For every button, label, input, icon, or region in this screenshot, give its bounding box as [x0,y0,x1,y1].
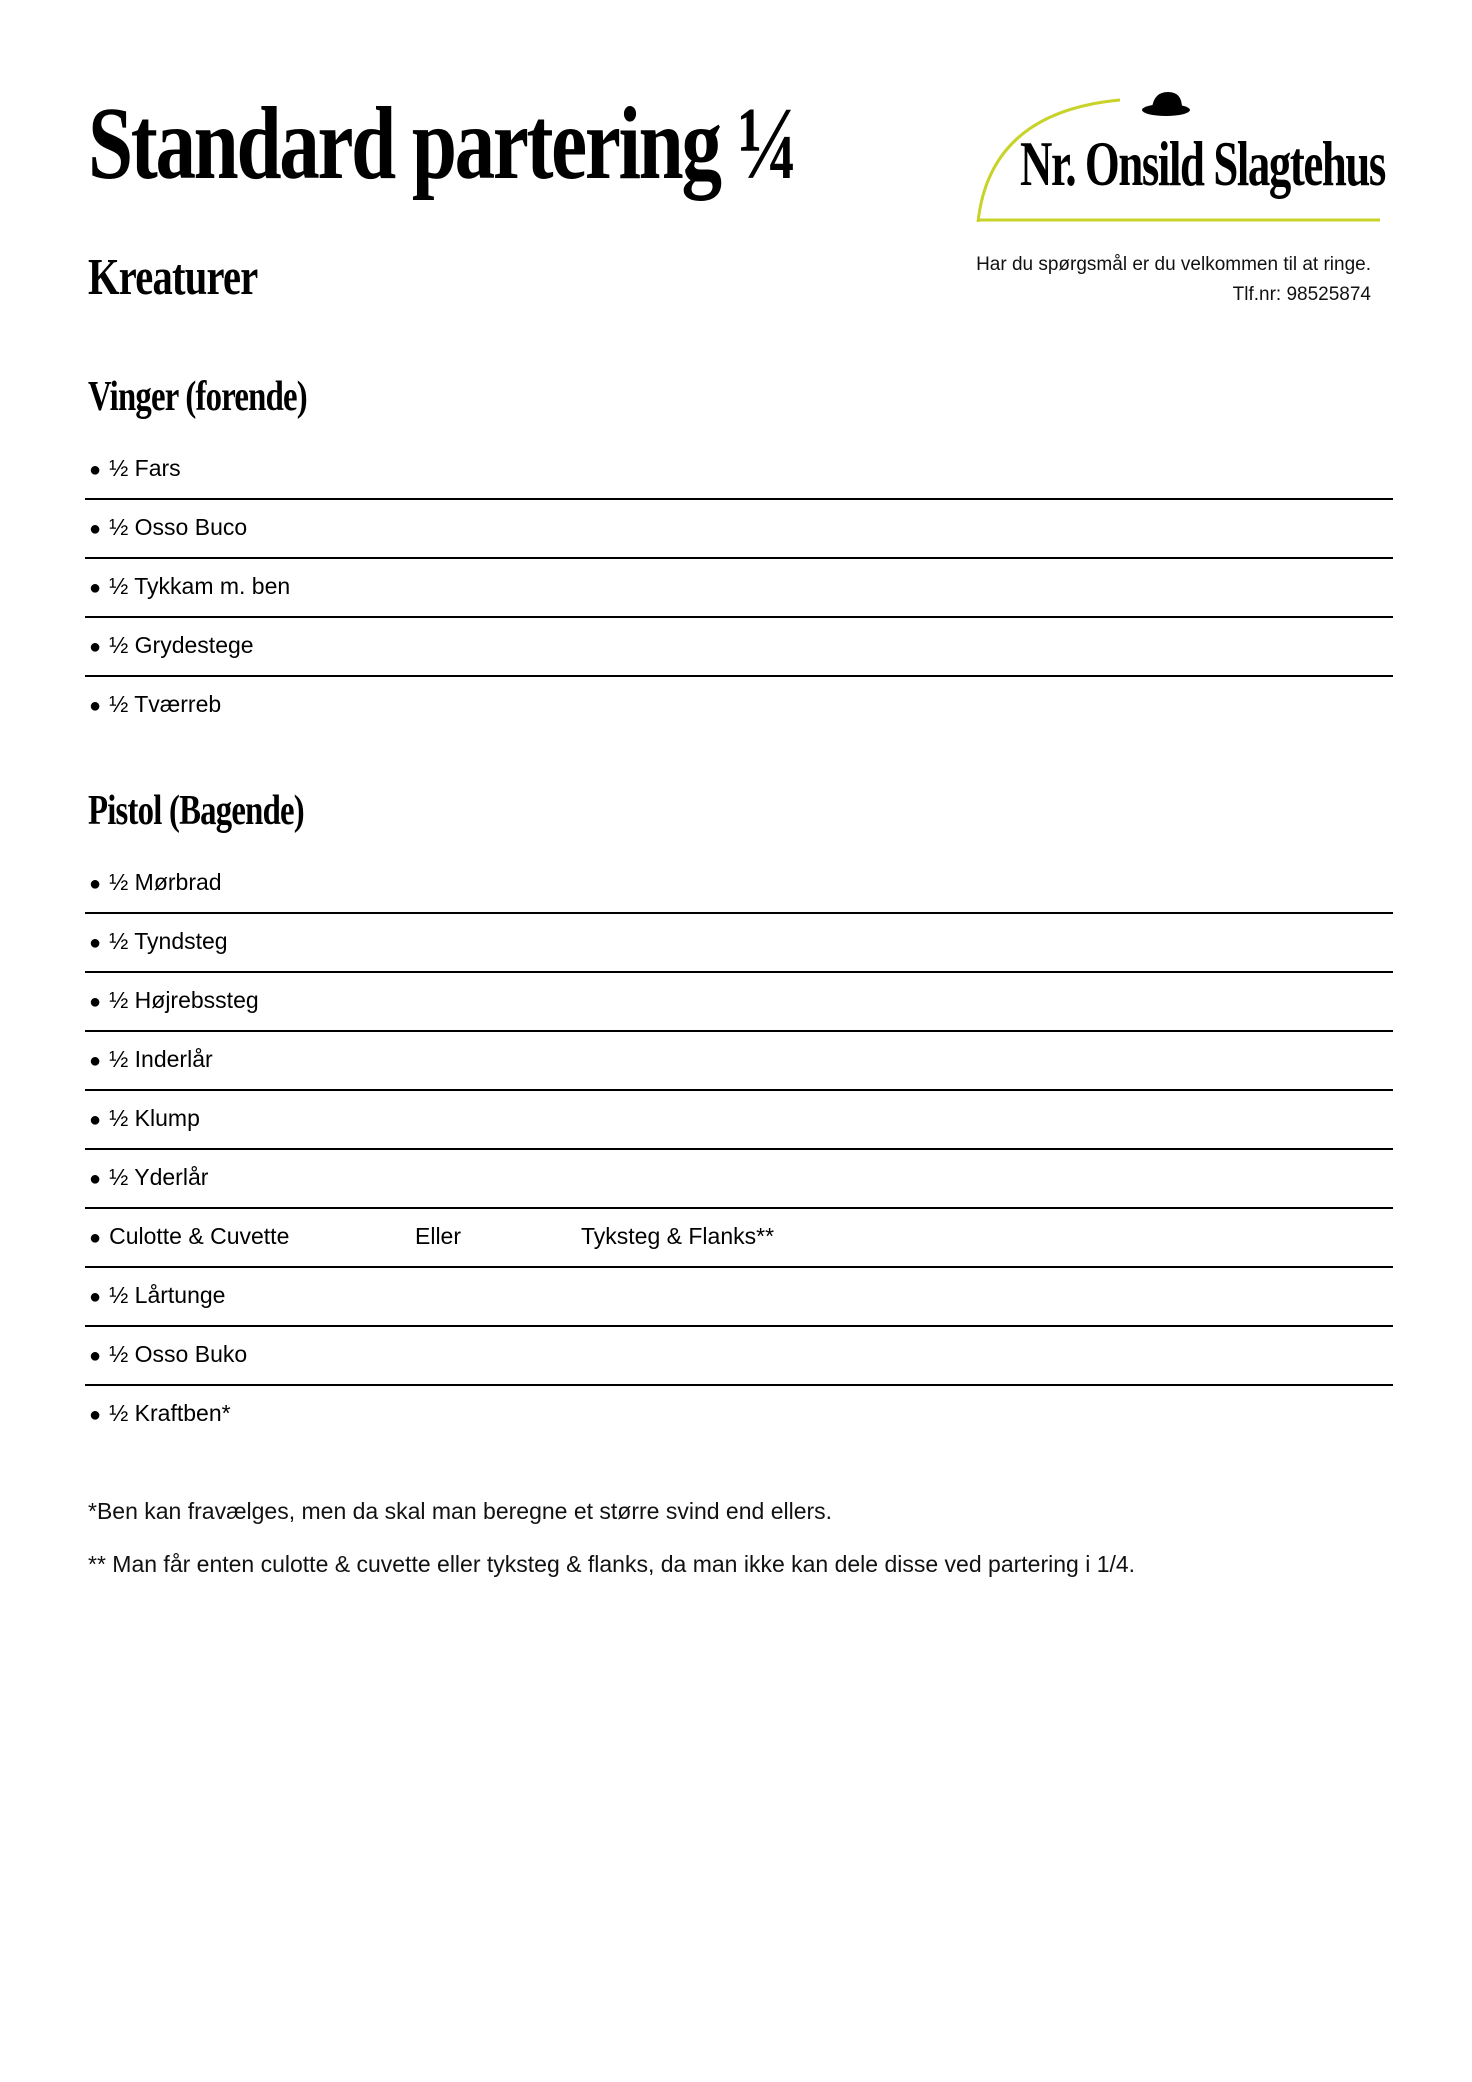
list-item [85,1327,1393,1386]
bullet-icon: ● [89,932,102,954]
footnote-bones: *Ben kan fravælges, men da skal man beregne et større svind end ellers. [88,1498,833,1524]
list-item-choice [85,1209,1393,1268]
bullet-icon: ● [89,1168,102,1190]
cut-label: ½ Osso Buko [109,1341,248,1367]
front-cuts-list [85,441,1393,736]
list-item [85,618,1393,677]
company-logo [970,92,1390,232]
bullet-icon: ● [89,873,102,895]
list-item [85,973,1393,1032]
cut-label: ½ Mørbrad [109,869,222,895]
bullet-icon: ● [89,991,102,1013]
bullet-icon: ● [89,636,102,658]
bullet-icon: ● [89,1404,102,1426]
list-item [85,1091,1393,1150]
list-item [85,559,1393,618]
cut-label: ½ Højrebssteg [109,987,259,1013]
list-item [85,677,1393,736]
back-cuts-list [85,855,1393,1445]
bowler-hat-icon [1142,92,1190,116]
footnote-choice: ** Man får enten culotte & cuvette eller tyksteg & flanks, da man ikke kan dele disse ved partering i 1/4. [88,1551,1136,1577]
bullet-icon: ● [89,459,102,481]
cut-label: ½ Lårtunge [109,1282,226,1308]
bullet-icon: ● [89,577,102,599]
list-item [85,441,1393,500]
contact-message: Har du spørgsmål er du velkommen til at ringe. [976,254,1371,275]
contact-info [976,250,1371,310]
bullet-icon: ● [89,1050,102,1072]
footnotes [88,1498,1135,1604]
cut-label: ½ Klump [109,1105,200,1131]
contact-phone: Tlf.nr: 98525874 [1232,284,1371,305]
cut-label: ½ Kraftben* [109,1400,231,1426]
bullet-icon: ● [89,1227,102,1249]
cut-label: ½ Osso Buco [109,514,248,540]
page-title: Standard partering ¼ [88,86,797,201]
logo-text: Nr. Onsild Slagtehus [1020,128,1385,199]
cut-label: Culotte & Cuvette [109,1223,290,1249]
bullet-icon: ● [89,695,102,717]
section-title-back: Pistol (Bagende) [88,788,304,834]
bullet-icon: ● [89,1286,102,1308]
list-item [85,1268,1393,1327]
cut-label: ½ Yderlår [109,1164,209,1190]
bullet-icon: ● [89,1109,102,1131]
choice-alternative-label: Tyksteg & Flanks** [581,1223,775,1249]
list-item [85,1032,1393,1091]
cut-label: ½ Inderlår [109,1046,213,1072]
cut-label: ½ Grydestege [109,632,254,658]
list-item [85,855,1393,914]
list-item [85,500,1393,559]
page-subtitle: Kreaturer [88,249,258,306]
choice-or-label: Eller [415,1223,462,1249]
cut-label: ½ Tyndsteg [109,928,228,954]
section-title-front: Vinger (forende) [88,374,307,420]
bullet-icon: ● [89,1345,102,1367]
cut-label: ½ Tykkam m. ben [109,573,291,599]
list-item [85,914,1393,973]
cut-label: ½ Fars [109,455,181,481]
bullet-icon: ● [89,518,102,540]
list-item [85,1150,1393,1209]
cut-label: ½ Tværreb [109,691,222,717]
list-item [85,1386,1393,1445]
